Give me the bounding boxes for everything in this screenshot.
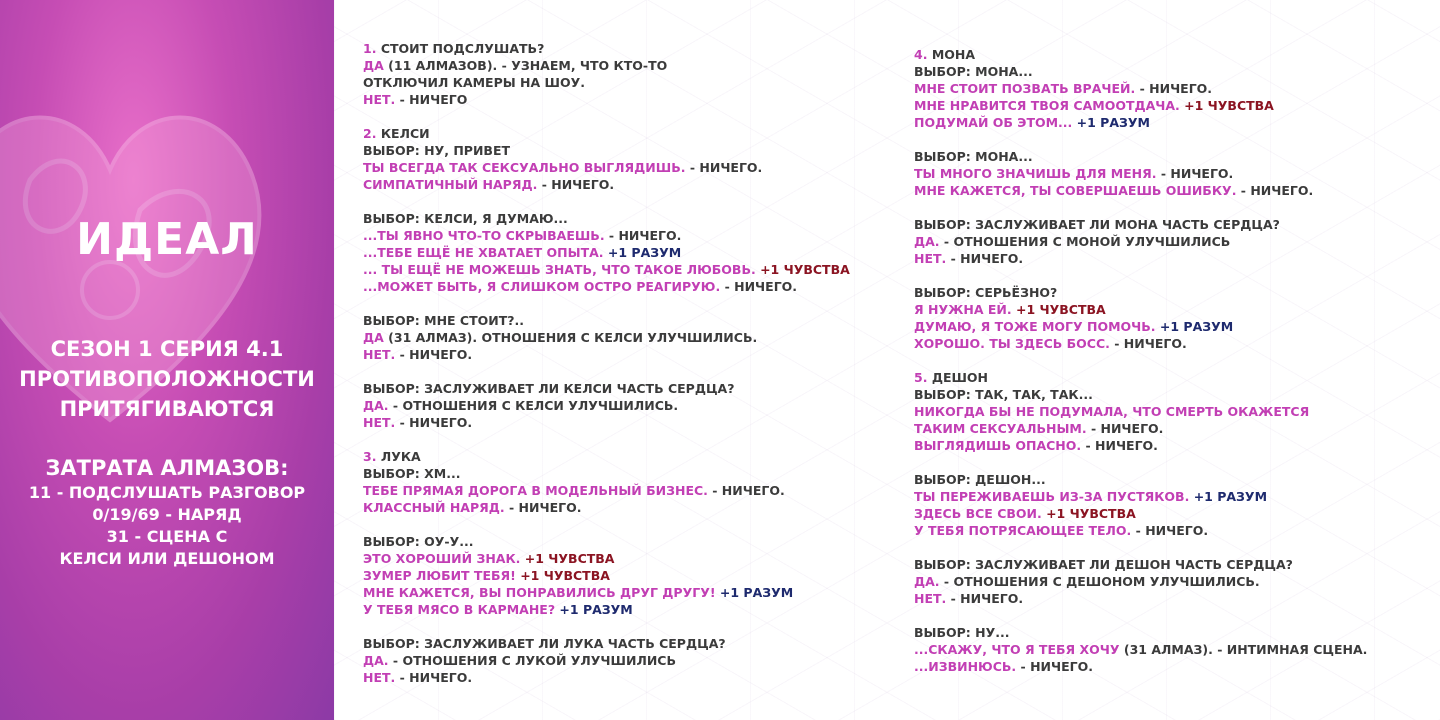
choice-line: [914, 556, 1424, 573]
choice-text: ...СКАЖУ, ЧТО Я ТЕБЯ ХОЧУ: [914, 642, 1120, 657]
choice-line: [363, 244, 903, 261]
choice-text: ВЫБОР: ЗАСЛУЖИВАЕТ ЛИ ДЕШОН ЧАСТЬ СЕРДЦА?: [914, 557, 1293, 572]
diamond-cost-line: 11 - ПОДСЛУШАТЬ РАЗГОВОР: [28, 483, 306, 502]
page-title: ИДЕАЛ: [76, 214, 258, 265]
choice-section: [363, 312, 903, 363]
choice-text: ДА.: [914, 574, 940, 589]
diamond-cost-line: 31 - СЦЕНА С: [106, 527, 228, 546]
choice-line: [363, 380, 903, 397]
choice-text: ВЫБОР: МОНА...: [914, 64, 1033, 79]
choice-text: ...ИЗВИНЮСЬ.: [914, 659, 1017, 674]
choice-text: - НИЧЕГО.: [1135, 81, 1213, 96]
diamond-cost-line: КЕЛСИ ИЛИ ДЕШОНОМ: [59, 549, 275, 568]
choice-line: [363, 635, 903, 652]
choice-line: [914, 250, 1424, 267]
choice-text: ...ТЕБЕ ЕЩЁ НЕ ХВАТАЕТ ОПЫТА.: [363, 245, 604, 260]
choice-line: [363, 57, 903, 74]
choice-text: СТОИТ ПОДСЛУШАТЬ?: [380, 41, 545, 56]
choice-text: ДА: [363, 330, 389, 345]
choice-text: ТАКИМ СЕКСУАЛЬНЫМ.: [914, 421, 1087, 436]
choice-text: НЕТ.: [914, 251, 947, 266]
choice-text: ЗУМЕР ЛЮБИТ ТЕБЯ!: [363, 568, 516, 583]
choice-line: [363, 40, 903, 57]
choice-line: [914, 573, 1424, 590]
choice-line: [914, 590, 1424, 607]
choice-line: [363, 601, 903, 618]
choice-text: ...ТЫ ЯВНО ЧТО-ТО СКРЫВАЕШЬ.: [363, 228, 605, 243]
choice-text: НЕТ.: [363, 347, 396, 362]
choice-text: НЕТ.: [363, 92, 396, 107]
choice-text: - НИЧЕГО.: [1086, 421, 1164, 436]
choice-line: [914, 522, 1424, 539]
choice-line: [363, 533, 903, 550]
choice-text: ВЫГЛЯДИШЬ ОПАСНО.: [914, 438, 1082, 453]
choice-line: [363, 652, 903, 669]
choice-section: [914, 471, 1424, 539]
choice-line: [363, 584, 903, 601]
choice-line: [914, 97, 1424, 114]
choices-column-left: [363, 40, 903, 703]
choice-text: - НИЧЕГО.: [1081, 438, 1158, 453]
choice-text: ДА.: [914, 234, 940, 249]
choice-line: [363, 414, 903, 431]
choice-text: ОТКЛЮЧИЛ КАМЕРЫ НА ШОУ.: [363, 75, 585, 90]
choice-text: ТЫ ВСЕГДА ТАК СЕКСУАЛЬНО ВЫГЛЯДИШЬ.: [363, 160, 686, 175]
choice-text: ТЫ ПЕРЕЖИВАЕШЬ ИЗ-ЗА ПУСТЯКОВ.: [914, 489, 1190, 504]
choice-section: [914, 624, 1424, 675]
choice-text: НЕТ.: [914, 591, 947, 606]
choice-line: [363, 261, 903, 278]
choice-text: - ОТНОШЕНИЯ С КЕЛСИ УЛУЧШИЛИСЬ.: [388, 398, 679, 413]
choice-line: [914, 80, 1424, 97]
choice-line: [363, 142, 903, 159]
choice-text: - НИЧЕГО.: [1016, 659, 1093, 674]
choice-section: [363, 40, 903, 108]
choice-text: ВЫБОР: ТАК, ТАК, ТАК...: [914, 387, 1093, 402]
choice-line: [363, 227, 903, 244]
choice-text: У ТЕБЯ ПОТРЯСАЮЩЕЕ ТЕЛО.: [914, 523, 1132, 538]
choice-text: - НИЧЕГО.: [604, 228, 682, 243]
choice-text: - НИЧЕГО.: [504, 500, 582, 515]
choice-section: [363, 210, 903, 295]
choice-text: +1 РАЗУМ: [603, 245, 682, 260]
choice-text: (31 АЛМАЗ). - ИНТИМНАЯ СЦЕНА.: [1119, 642, 1368, 657]
choice-text: - НИЧЕГО.: [537, 177, 615, 192]
choice-line: [363, 74, 903, 91]
choice-line: [363, 550, 903, 567]
choice-text: НЕТ.: [363, 670, 396, 685]
choice-text: - НИЧЕГО.: [946, 251, 1024, 266]
choice-section: [363, 380, 903, 431]
choice-line: [914, 420, 1424, 437]
choice-text: МНЕ КАЖЕТСЯ, ТЫ СОВЕРШАЕШЬ ОШИБКУ.: [914, 183, 1237, 198]
choice-text: - НИЧЕГО.: [1156, 166, 1234, 181]
choice-text: ПОДУМАЙ ОБ ЭТОМ...: [914, 115, 1073, 130]
choice-line: [914, 624, 1424, 641]
choice-line: [363, 278, 903, 295]
choice-text: +1 ЧУВСТВА: [1011, 302, 1106, 317]
choice-text: - НИЧЕГО.: [1236, 183, 1314, 198]
choice-text: - НИЧЕГО.: [685, 160, 763, 175]
choice-section: [363, 125, 903, 193]
choice-line: [363, 567, 903, 584]
choice-text: +1 ЧУВСТВА: [520, 551, 615, 566]
choice-line: [914, 46, 1424, 63]
choice-line: [914, 148, 1424, 165]
choice-line: [914, 182, 1424, 199]
choice-text: ВЫБОР: ХМ...: [363, 466, 461, 481]
choice-text: ДА.: [363, 653, 389, 668]
choice-text: ...МОЖЕТ БЫТЬ, Я СЛИШКОМ ОСТРО РЕАГИРУЮ.: [363, 279, 721, 294]
choice-text: НЕТ.: [363, 415, 396, 430]
choice-line: [914, 318, 1424, 335]
choice-text: - НИЧЕГО.: [946, 591, 1024, 606]
choice-line: [914, 505, 1424, 522]
choice-line: [363, 346, 903, 363]
choice-text: - ОТНОШЕНИЯ С ЛУКОЙ УЛУЧШИЛИСЬ: [388, 653, 676, 668]
choice-line: [914, 386, 1424, 403]
choice-text: МНЕ НРАВИТСЯ ТВОЯ САМООТДАЧА.: [914, 98, 1180, 113]
diamond-costs: [0, 454, 334, 570]
choice-line: [914, 488, 1424, 505]
choice-text: ВЫБОР: МОНА...: [914, 149, 1033, 164]
choice-text: ХОРОШО. ТЫ ЗДЕСЬ БОСС.: [914, 336, 1110, 351]
choice-text: 1.: [363, 41, 381, 56]
choice-line: [914, 63, 1424, 80]
choice-line: [363, 329, 903, 346]
choice-text: +1 РАЗУМ: [1189, 489, 1268, 504]
choice-text: - НИЧЕГО.: [395, 415, 473, 430]
choice-line: [363, 176, 903, 193]
choice-section: [914, 46, 1424, 131]
choice-line: [363, 159, 903, 176]
choice-text: ТЫ МНОГО ЗНАЧИШЬ ДЛЯ МЕНЯ.: [914, 166, 1157, 181]
choice-text: ... ТЫ ЕЩЁ НЕ МОЖЕШЬ ЗНАТЬ, ЧТО ТАКОЕ ЛЮБОВЬ.: [363, 262, 756, 277]
choice-section: [363, 635, 903, 686]
choice-text: +1 ЧУВСТВА: [1041, 506, 1136, 521]
choice-section: [914, 369, 1424, 454]
choice-line: [363, 499, 903, 516]
choice-section: [363, 448, 903, 516]
choice-text: 5.: [914, 370, 932, 385]
choice-text: - НИЧЕГО.: [395, 670, 473, 685]
choice-text: +1 ЧУВСТВА: [1179, 98, 1274, 113]
choice-line: [914, 471, 1424, 488]
choice-text: - ОТНОШЕНИЯ С МОНОЙ УЛУЧШИЛИСЬ: [939, 234, 1231, 249]
choice-text: КЕЛСИ: [380, 126, 430, 141]
choice-text: +1 РАЗУМ: [555, 602, 633, 617]
choice-line: [914, 165, 1424, 182]
choice-text: КЛАССНЫЙ НАРЯД.: [363, 500, 505, 515]
choice-section: [914, 556, 1424, 607]
choice-line: [914, 641, 1424, 658]
choice-text: ЭТО ХОРОШИЙ ЗНАК.: [363, 551, 521, 566]
choice-text: - НИЧЕГО.: [707, 483, 785, 498]
choice-line: [363, 312, 903, 329]
choice-text: СИМПАТИЧНЫЙ НАРЯД.: [363, 177, 538, 192]
choice-text: - ОТНОШЕНИЯ С ДЕШОНОМ УЛУЧШИЛИСЬ.: [939, 574, 1260, 589]
choice-text: НИКОГДА БЫ НЕ ПОДУМАЛА, ЧТО СМЕРТЬ ОКАЖЕТСЯ: [914, 404, 1310, 419]
choice-text: ВЫБОР: ЗАСЛУЖИВАЕТ ЛИ КЕЛСИ ЧАСТЬ СЕРДЦА?: [363, 381, 735, 396]
choice-text: ТЕБЕ ПРЯМАЯ ДОРОГА В МОДЕЛЬНЫЙ БИЗНЕС.: [363, 483, 708, 498]
choice-text: ЛУКА: [380, 449, 421, 464]
choice-text: +1 РАЗУМ: [715, 585, 794, 600]
choice-line: [914, 284, 1424, 301]
episode-line: ПРОТИВОПОЛОЖНОСТИ: [19, 367, 315, 391]
cover-panel: [0, 0, 334, 720]
choice-line: [363, 125, 903, 142]
choice-text: МНЕ СТОИТ ПОЗВАТЬ ВРАЧЕЙ.: [914, 81, 1136, 96]
choice-text: - НИЧЕГО.: [1131, 523, 1209, 538]
episode-line: ПРИТЯГИВАЮТСЯ: [59, 397, 275, 421]
choice-line: [914, 403, 1424, 420]
choice-line: [363, 482, 903, 499]
choice-text: - НИЧЕГО.: [1109, 336, 1187, 351]
choice-text: +1 РАЗУМ: [1072, 115, 1150, 130]
choice-line: [363, 465, 903, 482]
episode-info: [0, 334, 334, 424]
choice-line: [363, 91, 903, 108]
choice-text: +1 ЧУВСТВА: [755, 262, 850, 277]
choice-section: [914, 216, 1424, 267]
choice-text: ВЫБОР: НУ, ПРИВЕТ: [363, 143, 511, 158]
diamond-cost-line: 0/19/69 - НАРЯД: [92, 505, 242, 524]
choice-text: 2.: [363, 126, 381, 141]
choice-text: ВЫБОР: ЗАСЛУЖИВАЕТ ЛИ МОНА ЧАСТЬ СЕРДЦА?: [914, 217, 1280, 232]
choices-panel: [334, 0, 1440, 720]
choice-line: [363, 448, 903, 465]
choice-line: [914, 335, 1424, 352]
choice-line: [914, 301, 1424, 318]
choice-text: 4.: [914, 47, 932, 62]
choice-text: ДЕШОН: [931, 370, 989, 385]
choice-text: - НИЧЕГО.: [395, 347, 473, 362]
choice-text: ВЫБОР: ОУ-У...: [363, 534, 474, 549]
choice-text: ВЫБОР: ДЕШОН...: [914, 472, 1046, 487]
choice-text: ВЫБОР: КЕЛСИ, Я ДУМАЮ...: [363, 211, 568, 226]
choice-text: ДА.: [363, 398, 389, 413]
choice-text: - НИЧЕГО: [395, 92, 468, 107]
choice-text: - НИЧЕГО.: [720, 279, 798, 294]
choice-line: [363, 669, 903, 686]
choice-text: МНЕ КАЖЕТСЯ, ВЫ ПОНРАВИЛИСЬ ДРУГ ДРУГУ!: [363, 585, 716, 600]
choice-text: ДА: [363, 58, 389, 73]
choice-line: [914, 437, 1424, 454]
episode-line: СЕЗОН 1 СЕРИЯ 4.1: [50, 337, 284, 361]
choices-column-right: [914, 46, 1424, 692]
choice-text: ВЫБОР: МНЕ СТОИТ?..: [363, 313, 524, 328]
choice-section: [363, 533, 903, 618]
choice-text: ВЫБОР: СЕРЬЁЗНО?: [914, 285, 1058, 300]
choice-text: ДУМАЮ, Я ТОЖЕ МОГУ ПОМОЧЬ.: [914, 319, 1156, 334]
choice-line: [914, 233, 1424, 250]
choice-section: [914, 284, 1424, 352]
choice-text: +1 ЧУВСТВА: [515, 568, 610, 583]
choice-line: [914, 658, 1424, 675]
choice-line: [914, 114, 1424, 131]
choice-text: (11 АЛМАЗОВ). - УЗНАЕМ, ЧТО КТО-ТО: [388, 58, 668, 73]
choice-text: МОНА: [931, 47, 976, 62]
choice-line: [914, 369, 1424, 386]
choice-text: +1 РАЗУМ: [1155, 319, 1234, 334]
choice-text: У ТЕБЯ МЯСО В КАРМАНЕ?: [363, 602, 556, 617]
choice-text: (31 АЛМАЗ). ОТНОШЕНИЯ С КЕЛСИ УЛУЧШИЛИСЬ.: [388, 330, 758, 345]
choice-line: [914, 216, 1424, 233]
choice-text: Я НУЖНА ЕЙ.: [914, 302, 1012, 317]
choice-text: ВЫБОР: НУ...: [914, 625, 1010, 640]
choice-line: [363, 397, 903, 414]
choice-text: 3.: [363, 449, 381, 464]
choice-line: [363, 210, 903, 227]
diamond-costs-heading: ЗАТРАТА АЛМАЗОВ:: [45, 456, 289, 480]
choice-section: [914, 148, 1424, 199]
choice-text: ВЫБОР: ЗАСЛУЖИВАЕТ ЛИ ЛУКА ЧАСТЬ СЕРДЦА?: [363, 636, 726, 651]
choice-text: ЗДЕСЬ ВСЕ СВОИ.: [914, 506, 1042, 521]
